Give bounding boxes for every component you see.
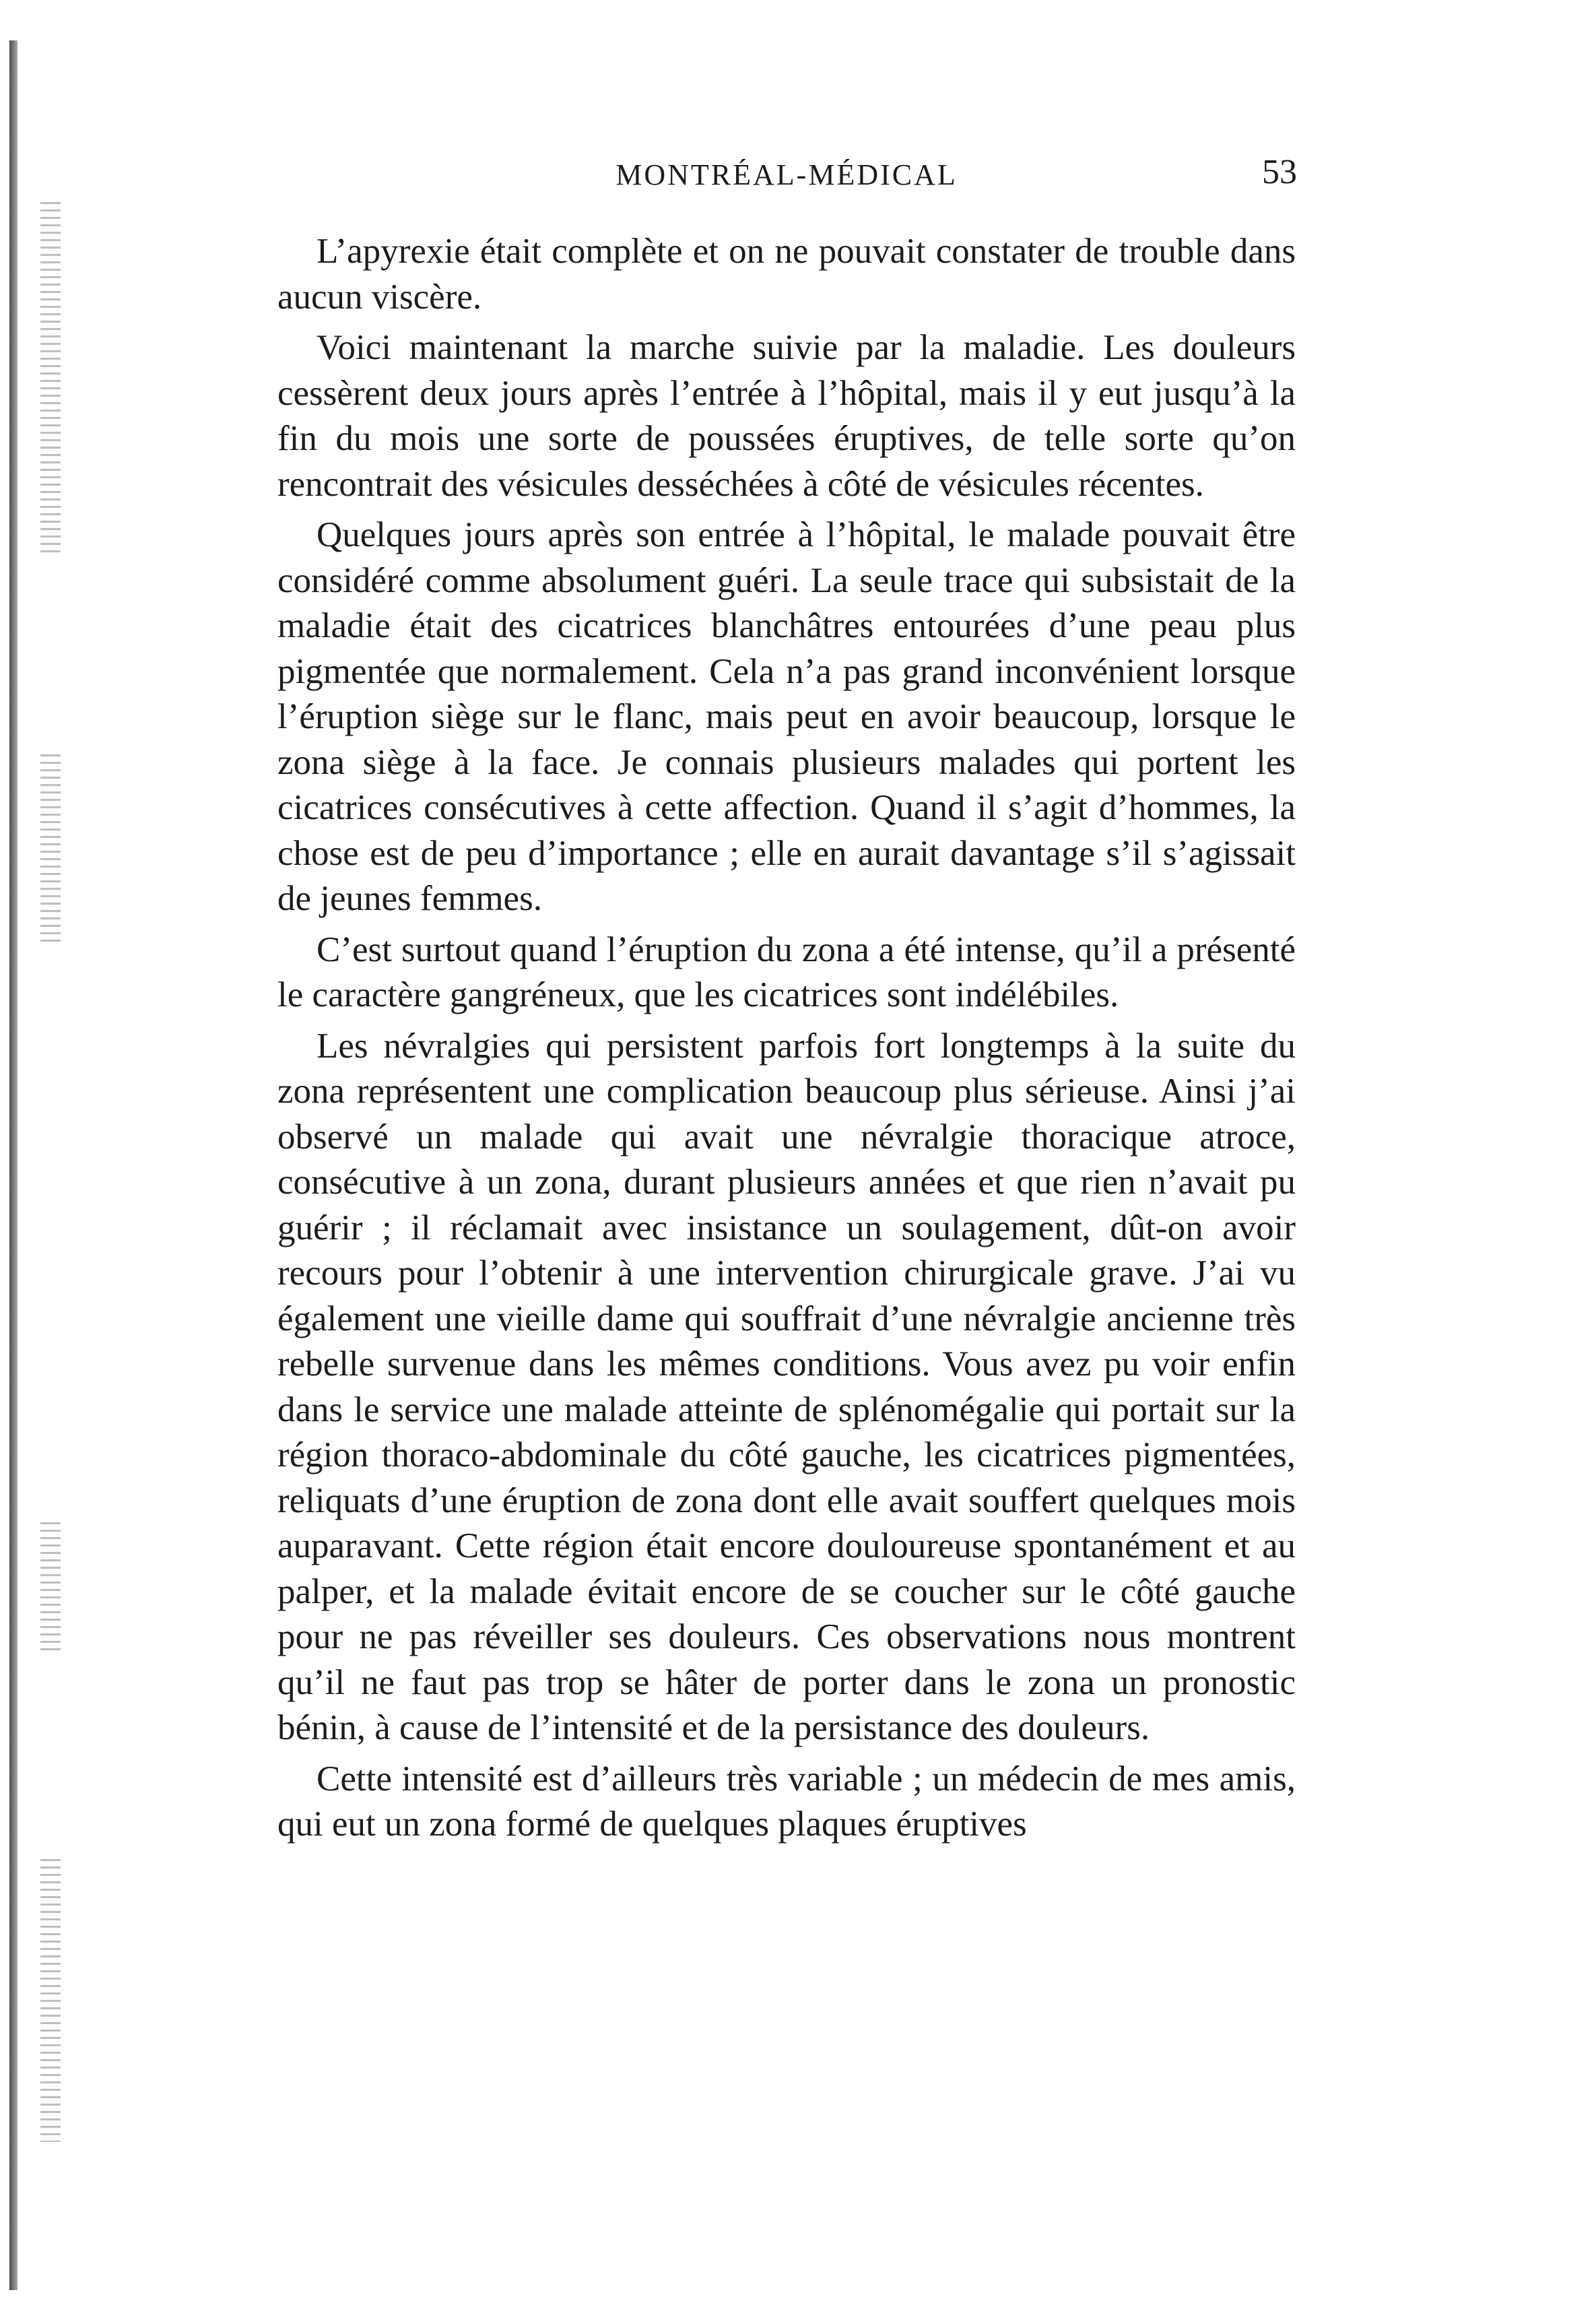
running-title: MONTRÉAL-MÉDICAL xyxy=(616,158,958,191)
body-text xyxy=(277,229,1296,1853)
scan-speckle xyxy=(40,1859,61,2142)
paragraph: Voici maintenant la marche suivie par la maladie. Les douleurs cessèrent deux jours après l’entrée à l’hôpital, mais il y eut jusqu’à la fin du mois une sorte de poussées éruptives, de telle sorte qu’on rencontrait des vésicules desséchées à côté de vésicules récentes. xyxy=(277,328,1296,504)
paragraph: L’apyrexie était complète et on ne pouvait constater de trouble dans aucun viscère. xyxy=(277,232,1296,317)
paragraph: Cette intensité est d’ailleurs très variable ; un médecin de mes amis, qui eut un zona formé de quelques plaques éruptives xyxy=(277,1759,1296,1844)
paragraph: Quelques jours après son entrée à l’hôpital, le malade pouvait être considéré comme absolument guéri. La seule trace qui subsistait de la maladie était des cicatrices blanchâtres entourées d’une peau plus pigmentée que normalement. Cela n’a pas grand inconvénient lorsque l’éruption siège sur le flanc, mais peut en avoir beaucoup, lorsque le zona siège à la face. Je connais plusieurs malades qui portent les cicatrices consécutives à cette affection. Quand il s’agit d’hommes, la chose est de peu d’importance ; elle en aurait davantage s’il s’agissait de jeunes femmes. xyxy=(277,515,1296,918)
binding-edge xyxy=(9,40,18,2290)
scan-speckle xyxy=(40,202,61,552)
running-header xyxy=(276,152,1297,199)
paragraph: Les névralgies qui persistent parfois fort longtemps à la suite du zona représentent une complication beaucoup plus sérieuse. Ainsi j’ai observé un malade qui avait une névralgie thoracique atroce, consécutive à un zona, durant plusieurs années et que rien n’avait pu guérir ; il réclamait avec insistance un soulagement, dût-on avoir recours pour l’obtenir à une intervention chirurgicale grave. J’ai vu également une vieille dame qui souffrait d’une névralgie ancienne très rebelle survenue dans les mêmes conditions. Vous avez pu voir enfin dans le service une malade atteinte de splénomégalie qui portait sur la région thoraco-abdominale du côté gauche, les cicatrices pigmentées, reliquats d’une éruption de zona dont elle avait souffert quelques mois auparavant. Cette région était encore douloureuse spontanément et au palper, et la malade évitait encore de se coucher sur le côté gauche pour ne pas réveiller ses douleurs. Ces observations nous montrent qu’il ne faut pas trop se hâter de porter dans le zona un pronostic bénin, à cause de l’intensité et de la persistance des douleurs. xyxy=(277,1026,1296,1747)
scan-speckle xyxy=(40,754,61,943)
page-number: 53 xyxy=(1262,153,1297,191)
scan-speckle xyxy=(40,1522,61,1650)
paragraph: C’est surtout quand l’éruption du zona a été intense, qu’il a présenté le caractère gangréneux, que les cicatrices sont indélébiles. xyxy=(277,930,1296,1014)
